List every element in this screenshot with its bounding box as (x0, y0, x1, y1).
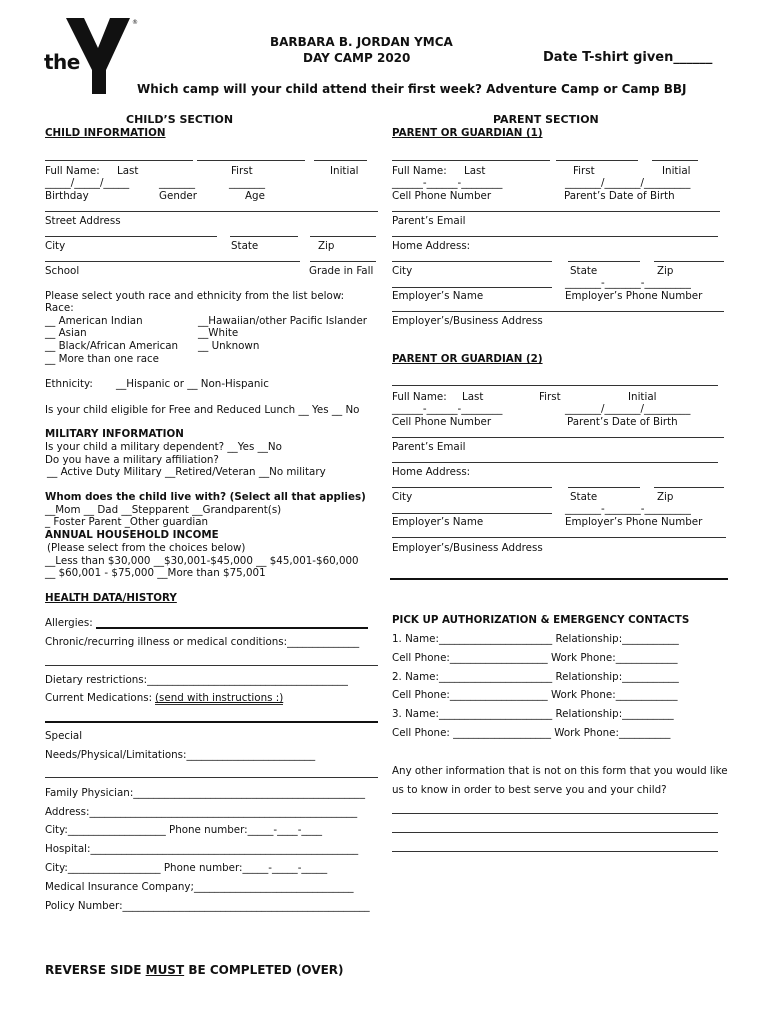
physician-address-field[interactable]: Address:____________________________________________________ (45, 806, 358, 818)
org-name: BARBARA B. JORDAN YMCA (270, 35, 453, 49)
military-dependent-question[interactable]: Is your child a military dependent? __Yes __No (45, 441, 282, 453)
dietary-field[interactable]: Dietary restrictions:_______________________________________ (45, 674, 348, 686)
race-label: Race: (45, 302, 74, 314)
logo-the: the (44, 50, 80, 74)
income-heading: ANNUAL HOUSEHOLD INCOME (45, 529, 219, 541)
gender-field[interactable]: _______ (159, 177, 196, 189)
g2-dob-label: Parent’s Date of Birth (567, 416, 678, 428)
pickup-heading: PICK UP AUTHORIZATION & EMERGENCY CONTACTS (392, 614, 690, 626)
g1-city-label: City (392, 265, 413, 277)
g2-cell-label: Cell Phone Number (392, 416, 492, 428)
child-section-title: CHILD’S SECTION (126, 113, 234, 126)
military-options[interactable]: __ Active Duty Military __Retired/Veteran __No military (47, 466, 326, 478)
footer-post: BE COMPLETED (OVER) (184, 963, 344, 977)
contact-2-phones[interactable]: Cell Phone:___________________ Work Phone:____________ (392, 689, 678, 701)
medications-note: (send with instructions :) (155, 692, 284, 704)
guardian-1-heading: PARENT OR GUARDIAN (1) (392, 127, 543, 139)
grade-label: Grade in Fall (309, 265, 374, 277)
g1-first-label: First (573, 165, 595, 177)
race-multiple[interactable]: __ More than one race (45, 353, 160, 365)
footer-must: MUST (145, 963, 185, 977)
contact-1-name[interactable]: 1. Name:______________________ Relationship:___________ (392, 633, 679, 645)
birthday-field[interactable]: _____/_____/_____ (45, 177, 130, 189)
g1-dob-label: Parent’s Date of Birth (564, 190, 675, 202)
child-zip-label: Zip (318, 240, 335, 252)
income-options-1[interactable]: __Less than $30,000 __$30,001-$45,000 __ $45,001-$60,000 (45, 555, 359, 567)
gender-label: Gender (159, 190, 197, 202)
reverse-side-notice (45, 963, 344, 977)
g2-cell-field[interactable]: ______-______-________ (392, 403, 503, 415)
street-address-label: Street Address (45, 215, 121, 227)
registered-mark: ® (132, 19, 138, 26)
school-label: School (45, 265, 80, 277)
chronic-field[interactable]: Chronic/recurring illness or medical conditions:______________ (45, 636, 360, 648)
parent-section-divider (390, 578, 728, 580)
age-field[interactable]: _______ (229, 177, 266, 189)
ymca-logo-text: YMCA (105, 72, 123, 94)
g2-city-label: City (392, 491, 413, 503)
other-info-field-3[interactable] (392, 851, 718, 852)
g1-cell-field[interactable]: ______-______-________ (392, 177, 503, 189)
race-unknown[interactable]: __ Unknown (198, 340, 260, 352)
g2-email-label: Parent’s Email (392, 441, 466, 453)
g2-state-label: State (570, 491, 598, 503)
race-hawaiian[interactable]: __Hawaiian/other Pacific Islander (198, 315, 368, 327)
g2-full-name-label: Full Name: (392, 391, 447, 403)
g2-home-label: Home Address: (392, 466, 471, 478)
child-first-label: First (231, 165, 253, 177)
contact-3-phones[interactable]: Cell Phone: ___________________ Work Phone:__________ (392, 727, 671, 739)
military-heading: MILITARY INFORMATION (45, 428, 184, 440)
g1-employer-phone-label: Employer’s Phone Number (565, 290, 703, 302)
allergies-field[interactable] (96, 627, 368, 629)
g2-employer-address-label: Employer’s/Business Address (392, 542, 543, 554)
hospital-field[interactable]: Hospital:____________________________________________________ (45, 843, 359, 855)
race-intro: Please select youth race and ethnicity from the list below: (45, 290, 345, 302)
g2-initial-label: Initial (628, 391, 657, 403)
child-information-heading: CHILD INFORMATION (45, 127, 166, 139)
ethnicity-options[interactable]: __Hispanic or __ Non-Hispanic (116, 378, 269, 390)
footer-pre: REVERSE SIDE (45, 963, 146, 977)
special-label: Special (45, 730, 83, 742)
g1-email-label: Parent’s Email (392, 215, 466, 227)
contact-2-name[interactable]: 2. Name:______________________ Relationship:___________ (392, 671, 679, 683)
military-affiliation-question: Do you have a military affiliation? (45, 454, 219, 466)
g1-cell-label: Cell Phone Number (392, 190, 492, 202)
race-american-indian[interactable]: __ American Indian (45, 315, 143, 327)
live-with-options-1[interactable]: __Mom __ Dad __Stepparent __Grandparent(s) (45, 504, 282, 516)
other-info-field-2[interactable] (392, 832, 718, 833)
contact-1-phones[interactable]: Cell Phone:___________________ Work Phone:____________ (392, 652, 678, 664)
medications-field[interactable] (45, 721, 378, 723)
contact-3-name[interactable]: 3. Name:______________________ Relationship:__________ (392, 708, 674, 720)
live-with-question: Whom does the child live with? (Select all that applies) (45, 491, 366, 503)
g1-zip-label: Zip (657, 265, 674, 277)
other-info-line-2: us to know in order to best serve you and your child? (392, 784, 667, 796)
lunch-question[interactable]: Is your child eligible for Free and Reduced Lunch __ Yes __ No (45, 404, 360, 416)
live-with-options-2[interactable]: _ Foster Parent _Other guardian (45, 516, 209, 528)
child-initial-label: Initial (330, 165, 359, 177)
tshirt-date: Date T-shirt given______ (543, 50, 713, 65)
physician-field[interactable]: Family Physician:_____________________________________________ (45, 787, 365, 799)
g2-employer-phone-label: Employer’s Phone Number (565, 516, 703, 528)
guardian-2-heading: PARENT OR GUARDIAN (2) (392, 353, 543, 365)
physician-city-field[interactable]: City:___________________ Phone number:_____-____-____ (45, 824, 322, 836)
ymca-logo (40, 12, 145, 102)
race-asian[interactable]: __ Asian (45, 327, 87, 339)
income-options-2[interactable]: __ $60,001 - $75,000 __More than $75,001 (45, 567, 266, 579)
birthday-label: Birthday (45, 190, 89, 202)
g2-last-label: Last (462, 391, 484, 403)
camp-question: Which camp will your child attend their first week? Adventure Camp or Camp BBJ (137, 82, 687, 96)
g2-zip-label: Zip (657, 491, 674, 503)
g1-employer-phone-field[interactable]: _______-_______-_________ (565, 277, 691, 289)
race-white[interactable]: __White (198, 327, 239, 339)
g1-last-label: Last (464, 165, 486, 177)
child-full-name-label: Full Name: (45, 165, 100, 177)
medications-label: Current Medications: (45, 692, 153, 704)
g2-employer-phone-field[interactable]: _______-_______-_________ (565, 503, 691, 515)
g2-employer-label: Employer’s Name (392, 516, 484, 528)
race-black[interactable]: __ Black/African American (45, 340, 179, 352)
hospital-city-field[interactable]: City:__________________ Phone number:_____-_____-_____ (45, 862, 328, 874)
g1-home-label: Home Address: (392, 240, 471, 252)
age-label: Age (245, 190, 265, 202)
g2-first-label: First (539, 391, 561, 403)
policy-field[interactable]: Policy Number:________________________________________________ (45, 900, 370, 912)
health-heading: HEALTH DATA/HISTORY (45, 592, 177, 604)
needs-field[interactable]: Needs/Physical/Limitations:_________________________ (45, 749, 316, 761)
income-note: (Please select from the choices below) (47, 542, 246, 554)
g1-employer-address-label: Employer’s/Business Address (392, 315, 543, 327)
g1-employer-label: Employer’s Name (392, 290, 484, 302)
child-state-label: State (231, 240, 259, 252)
other-info-field-1[interactable] (392, 813, 718, 814)
g1-state-label: State (570, 265, 598, 277)
other-info-line-1: Any other information that is not on this form that you would like (392, 765, 728, 777)
g1-initial-label: Initial (662, 165, 691, 177)
g2-dob-field[interactable]: _______/_______/_________ (565, 403, 691, 415)
g1-dob-field[interactable]: _______/_______/_________ (565, 177, 691, 189)
child-last-label: Last (117, 165, 139, 177)
child-city-label: City (45, 240, 66, 252)
insurance-field[interactable]: Medical Insurance Company;_______________________________ (45, 881, 354, 893)
camp-title: DAY CAMP 2020 (303, 51, 411, 65)
g1-full-name-label: Full Name: (392, 165, 447, 177)
ethnicity-label: Ethnicity: (45, 378, 93, 390)
parent-section-title: PARENT SECTION (493, 113, 599, 126)
allergies-label: Allergies: (45, 617, 93, 629)
